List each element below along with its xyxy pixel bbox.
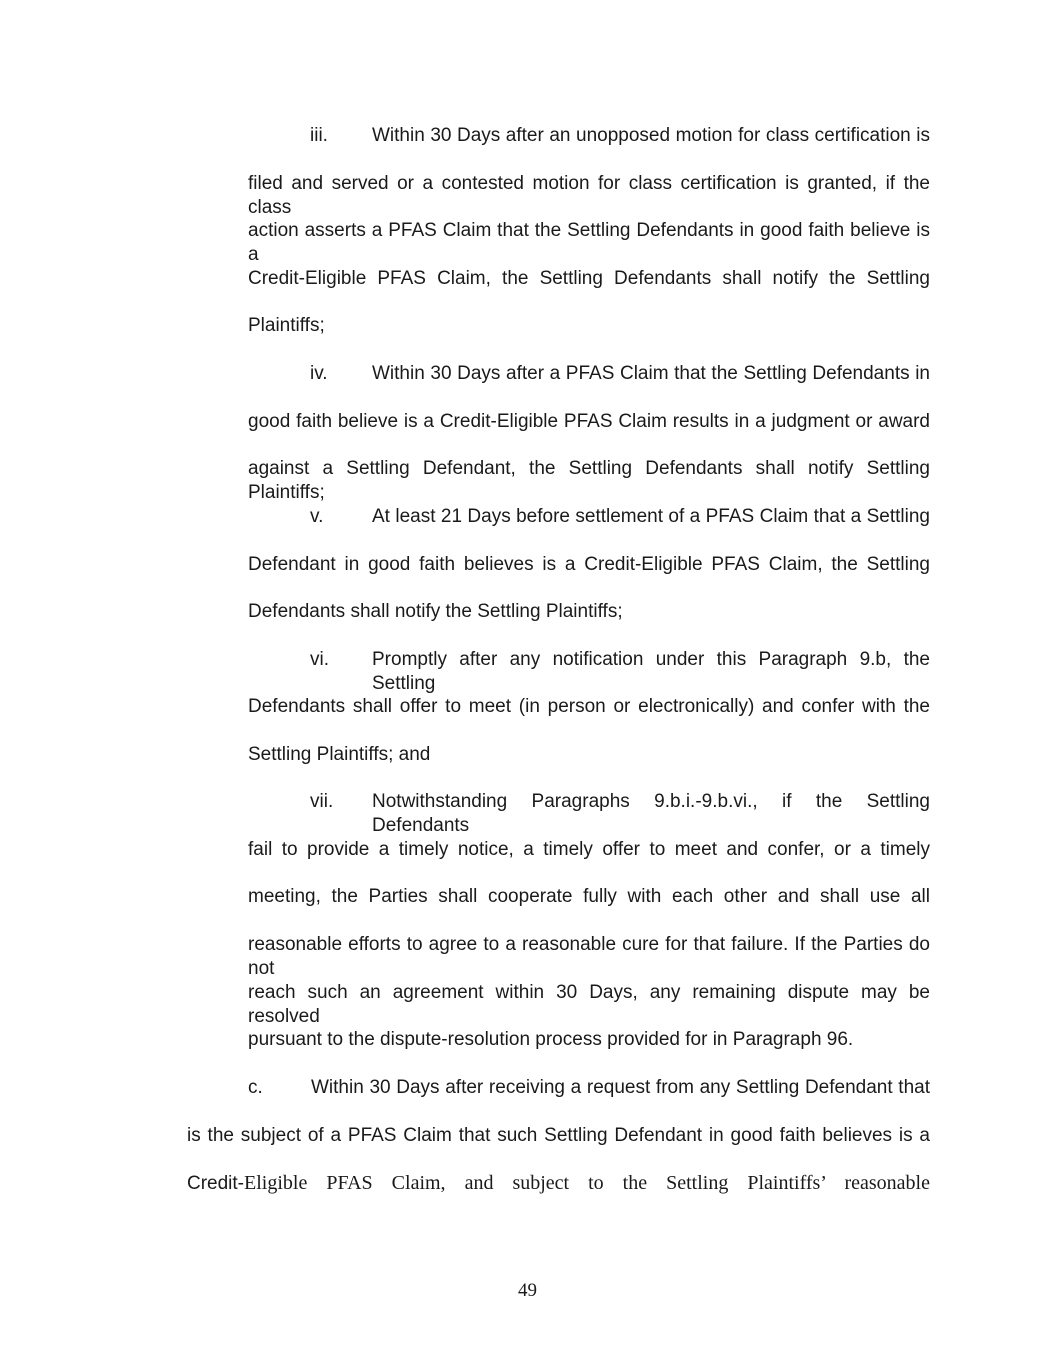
item-v-line-2: Defendant in good faith believes is a Credit-Eligible PFAS Claim, the Settling bbox=[248, 554, 930, 575]
item-iv-line-2: good faith believe is a Credit-Eligible PFAS Claim results in a judgment or award bbox=[248, 411, 930, 432]
item-vii-line-3: meeting, the Parties shall cooperate fully with each other and shall use all bbox=[248, 886, 930, 907]
item-iii-line-2: filed and served or a contested motion for class certification is granted, if the class bbox=[248, 173, 930, 218]
item-vii-line-4: reasonable efforts to agree to a reasonable cure for that failure. If the Parties do not bbox=[248, 934, 930, 979]
item-v-line-1: At least 21 Days before settlement of a PFAS Claim that a Settling bbox=[372, 506, 930, 527]
item-vii-marker: vii. bbox=[310, 791, 334, 812]
section-c-line-2: is the subject of a PFAS Claim that such Settling Defendant in good faith believes is a bbox=[187, 1125, 930, 1146]
item-vii-line-5: reach such an agreement within 30 Days, any remaining dispute may be resolved bbox=[248, 982, 930, 1027]
item-v-marker: v. bbox=[310, 506, 324, 527]
section-c-line-1: Within 30 Days after receiving a request from any Settling Defendant that bbox=[311, 1077, 930, 1098]
item-v-line-3: Defendants shall notify the Settling Plaintiffs; bbox=[248, 601, 623, 622]
section-c-line-3 bbox=[187, 1171, 930, 1196]
item-vi-line-3: Settling Plaintiffs; and bbox=[248, 744, 431, 765]
item-vii-line-6: pursuant to the dispute-resolution process provided for in Paragraph 96. bbox=[248, 1029, 854, 1050]
item-iii-line-5: Plaintiffs; bbox=[248, 315, 325, 336]
item-iv-line-3: against a Settling Defendant, the Settling Defendants shall notify Settling Plaintiffs; bbox=[248, 458, 930, 503]
item-iv-line-1: Within 30 Days after a PFAS Claim that the Settling Defendants in bbox=[372, 363, 930, 384]
item-vi-line-1: Promptly after any notification under this Paragraph 9.b, the Settling bbox=[372, 649, 930, 694]
section-c-line-3-prefix: Credit- bbox=[187, 1173, 245, 1194]
item-vii-line-2: fail to provide a timely notice, a timely offer to meet and confer, or a timely bbox=[248, 839, 930, 860]
page-number: 49 bbox=[518, 1280, 537, 1301]
section-c-line-3-rest: Eligible PFAS Claim, and subject to the Settling Plaintiffs’ reasonable bbox=[244, 1172, 930, 1194]
item-iii-line-1: Within 30 Days after an unopposed motion for class certification is bbox=[372, 125, 930, 146]
item-iv-marker: iv. bbox=[310, 363, 328, 384]
section-c-marker: c. bbox=[248, 1077, 263, 1098]
item-iii-line-3: action asserts a PFAS Claim that the Settling Defendants in good faith believe is a bbox=[248, 220, 930, 265]
item-iii-line-4: Credit-Eligible PFAS Claim, the Settling Defendants shall notify the Settling bbox=[248, 268, 930, 289]
item-vi-line-2: Defendants shall offer to meet (in person or electronically) and confer with the bbox=[248, 696, 930, 717]
item-iii-marker: iii. bbox=[310, 125, 328, 146]
item-vi-marker: vi. bbox=[310, 649, 329, 670]
item-vii-line-1: Notwithstanding Paragraphs 9.b.i.-9.b.vi., if the Settling Defendants bbox=[372, 791, 930, 836]
